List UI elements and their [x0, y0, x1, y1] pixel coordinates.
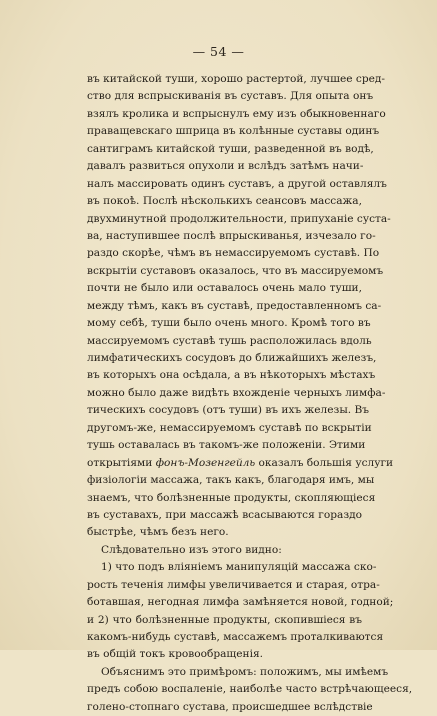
- text-line: ботавшая, негодная лимфа замѣняется новой, годной;: [87, 596, 394, 609]
- text-line: предъ собою воспаленіе, наиболѣе часто встрѣчающееся,: [87, 683, 413, 696]
- text-line: Слѣдовательно изъ этого видно:: [101, 543, 282, 556]
- text-line: между тѣмъ, какъ въ суставѣ, предоставленномъ са-: [87, 299, 382, 312]
- text-line: въ общій токъ кровообращенія.: [87, 648, 264, 661]
- text-line: ство для вспрыскиванія въ суставъ. Для опыта онъ: [87, 90, 374, 103]
- text-line: вскрытіи суставовъ оказалось, что въ массируемомъ: [87, 264, 384, 277]
- text-line: въ покоѣ. Послѣ нѣсколькихъ сеансовъ массажа,: [87, 195, 362, 208]
- text-line: массируемомъ суставѣ тушь расположилась вдоль: [87, 334, 372, 347]
- text-line: рость теченія лимфы увеличивается и старая, отра-: [87, 578, 380, 591]
- text-line: давалъ развиться опухоли и вслѣдъ затѣмъ начи-: [87, 160, 364, 173]
- text-line: налъ массировать одинъ суставъ, а другой оставлялъ: [87, 177, 387, 190]
- text-line: въ суставахъ, при массажѣ всасываются гораздо: [87, 508, 362, 521]
- text-line: раздо скорѣе, чѣмъ въ немассируемомъ суставѣ. По: [87, 247, 380, 260]
- text-line: сантиграмъ китайской туши, разведенной въ водѣ,: [87, 142, 374, 155]
- text-line: быстрѣе, чѣмъ безъ него.: [87, 526, 229, 539]
- text-line: въ китайской туши, хорошо растертой, лучшее сред-: [87, 73, 385, 85]
- text-line-with-italic-name: открытіями фонъ-Мозенгейль оказалъ большія услуги: [87, 456, 394, 469]
- text-line: праващевскаго шприца въ колѣнные суставы одинъ: [87, 125, 380, 138]
- text-line: знаемъ, что болѣзненные продукты, скопляющіеся: [87, 491, 376, 504]
- text-line: голено-стопнаго сустава, происшедшее вслѣдствіе: [87, 700, 373, 713]
- text-line: можно было даже видѣть вхожденіе черныхъ лимфа-: [87, 386, 386, 399]
- text-line: тушь оставалась въ такомъ-же положеніи. Этими: [87, 439, 366, 452]
- text-line: почти не было или оставалось очень мало туши,: [87, 282, 362, 295]
- text-line: двухминутной продолжительности, припуханіе суста-: [87, 212, 391, 225]
- text-line: физіологіи массажа, такъ какъ, благодаря имъ, мы: [87, 474, 375, 487]
- italic-author-name: фонъ-Мозенгейль: [155, 456, 256, 469]
- text-line: 1) что подъ вліяніемъ манипуляцій массажа ско-: [101, 561, 377, 574]
- text-line: Объяснимъ это примѣромъ: положимъ, мы имѣемъ: [101, 665, 389, 678]
- text-line: ва, наступившее послѣ впрыскиванья, изчезало го-: [87, 229, 376, 242]
- text-line: мому себѣ, туши было очень много. Кромѣ того въ: [87, 317, 371, 330]
- body-text: [87, 71, 413, 716]
- text-line: и 2) что болѣзненные продукты, скопившіеся въ: [87, 613, 362, 626]
- text-line: тическихъ сосудовъ (отъ туши) въ ихъ железы. Въ: [87, 404, 370, 417]
- text-line: другомъ-же, немассируемомъ суставѣ по вскрытіи: [87, 421, 372, 434]
- text-line: лимфатическихъ сосудовъ до ближайшихъ железъ,: [87, 352, 377, 364]
- text-line: въ которыхъ она осѣдала, а въ нѣкоторыхъ мѣстахъ: [87, 369, 376, 382]
- text-line: взялъ кролика и вспрыснулъ ему изъ обыкновеннаго: [87, 107, 386, 120]
- page-number: — 54 —: [192, 44, 245, 59]
- text-line: какомъ-нибудь суставѣ, массажемъ проталкиваются: [87, 631, 384, 643]
